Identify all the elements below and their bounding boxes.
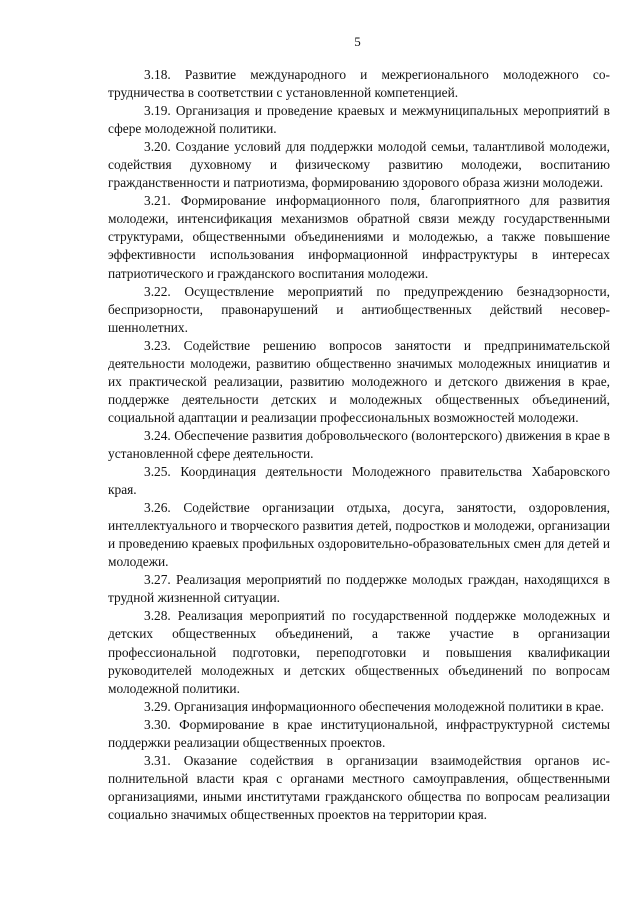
document-page	[108, 34, 610, 824]
paragraph-3-30: 3.30. Формирование в крае институциональной, инфраструктурной системы поддержки реализации общественных проектов.	[108, 716, 610, 750]
paragraph-3-19: 3.19. Организация и проведение краевых и межмуниципальных мероприятий в сфере молодежной политики.	[108, 103, 610, 137]
paragraph-3-25: 3.25. Координация деятельности Молодежного правительства Хабаровского края.	[108, 464, 610, 498]
paragraph-3-21: 3.21. Формирование информационного поля, благоприятного для развития молодежи, интенсификация механизмов обратной связи между государственными структурами, общественными объединениями и молодежью, а также повышение эффективности использования информационной инфраструктуры в интересах патриотического и гражданского воспитания молодежи.	[108, 193, 610, 281]
paragraph-3-29: 3.29. Организация информационного обеспечения молодежной политики в крае.	[144, 698, 605, 714]
page-number: 5	[354, 34, 361, 49]
document-body	[108, 66, 610, 824]
paragraph-3-28: 3.28. Реализация мероприятий по государственной поддержке молодежных и детских общественных объединений, а также участие в организации профессиональной подготовки, переподготовки и повышения квалификации руководителей молодежных и детских общественных объединений по вопросам молодежной политики.	[108, 608, 610, 696]
paragraph-3-31: 3.31. Оказание содействия в организации взаимодействия органов исполнительной власти края с органами местного самоуправления, общественными организациями, иными институтами гражданского общества по вопросам реализации социально значимых общественных проектов на территории края.	[108, 752, 610, 822]
paragraph-3-22: 3.22. Осуществление мероприятий по предупреждению безнадзорности, беспризорности, правонарушений и антиобщественных действий несовершеннолетних.	[108, 283, 610, 335]
paragraph-3-20: 3.20. Создание условий для поддержки молодой семьи, талантливой молодежи, содействия духовному и физическому развитию молодежи, воспитанию гражданственности и патриотизма, формированию здорового образа жизни молодежи.	[108, 139, 610, 191]
paragraph-3-23: 3.23. Содействие решению вопросов занятости и предпринимательской деятельности молодежи, развитию общественно значимых молодежных инициатив и их практической реализации, развитию молодежного и детского движения в крае, поддержке деятельности детских и молодежных общественных объединений, социальной адаптации и реализации профессиональных возможностей молодежи.	[108, 337, 610, 425]
paragraph-3-26: 3.26. Содействие организации отдыха, досуга, занятости, оздоровления, интеллектуального и творческого развития детей, подростков и молодежи, организации и проведению краевых профильных оздоровительно-образовательных смен для детей и молодежи.	[108, 500, 610, 570]
paragraph-3-27: 3.27. Реализация мероприятий по поддержке молодых граждан, находящихся в трудной жизненной ситуации.	[108, 572, 610, 606]
paragraph-3-18: 3.18. Развитие международного и межрегионального молодежного сотрудничества в соответствии с установленной компетенцией.	[108, 67, 610, 101]
paragraph-3-24: 3.24. Обеспечение развития добровольческого (волонтерского) движения в крае в установленной сфере деятельности.	[108, 427, 610, 461]
